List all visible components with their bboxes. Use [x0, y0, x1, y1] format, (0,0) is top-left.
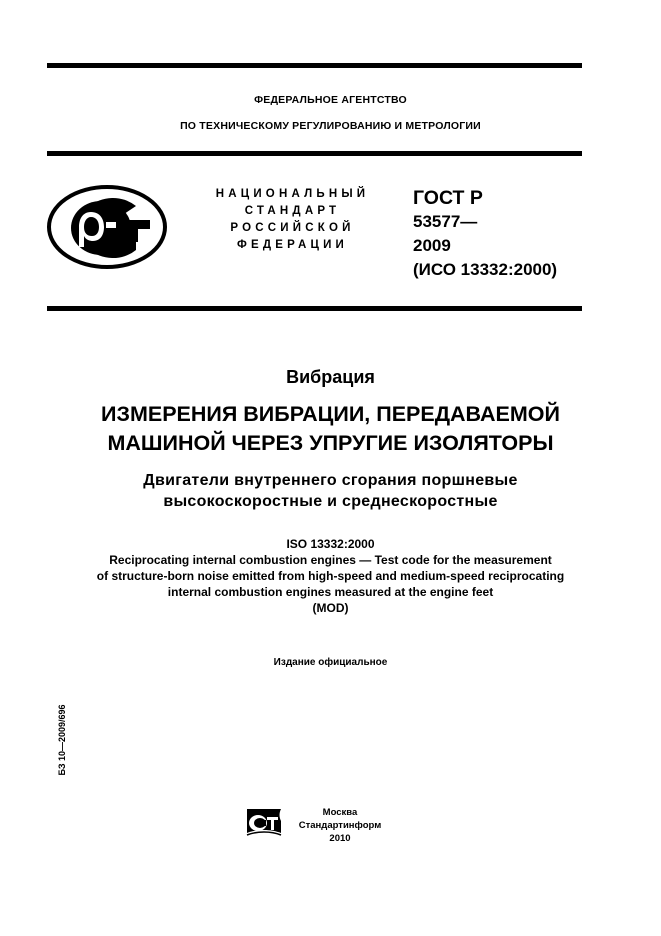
national-standard-line: НАЦИОНАЛЬНЫЙ [215, 188, 370, 200]
iso-equivalent: (ИСО 13332:2000) [413, 260, 558, 279]
publication-year: 2010 [329, 833, 351, 844]
iso-title-line: Reciprocating internal combustion engines — Test code for the measurement [109, 553, 552, 567]
main-title-line: ИЗМЕРЕНИЯ ВИБРАЦИИ, ПЕРЕДАВАЕМОЙ [101, 402, 560, 426]
iso-mod-label: (MOD) [312, 601, 349, 615]
publisher-name: Стандартинформ [298, 820, 382, 831]
agency-line-2: ПО ТЕХНИЧЕСКОМУ РЕГУЛИРОВАНИЮ И МЕТРОЛОГИИ [180, 120, 481, 132]
publisher-city: Москва [322, 807, 358, 818]
main-title [0, 400, 661, 458]
gost-number: 53577— [413, 212, 478, 231]
rst-certification-mark-icon [46, 184, 168, 270]
subtitle-line: Двигатели внутреннего сгорания поршневые [143, 472, 518, 489]
standard-block-bottom-rule [47, 306, 582, 311]
main-title-line: МАШИНОЙ ЧЕРЕЗ УПРУГИЕ ИЗОЛЯТОРЫ [107, 431, 554, 455]
iso-title-line: of structure-born noise emitted from high-speed and medium-speed reciprocating [96, 569, 565, 583]
agency-line-1: ФЕДЕРАЛЬНОЕ АГЕНТСТВО [254, 94, 407, 106]
top-rule [47, 63, 582, 68]
gost-year: 2009 [413, 236, 451, 255]
publisher-info [290, 806, 390, 845]
edition-label: Издание официальное [273, 657, 388, 668]
iso-reference [0, 536, 661, 616]
subtitle [0, 470, 661, 512]
side-catalog-code: БЗ 10—2009/696 [57, 704, 67, 776]
subtitle-line: высокоскоростные и среднескоростные [163, 493, 498, 510]
national-standard-line: РОССИЙСКОЙ [230, 222, 355, 234]
national-standard-label [200, 186, 385, 254]
iso-title-line: internal combustion engines measured at the engine feet [167, 585, 494, 599]
standartinform-logo-icon [245, 805, 285, 841]
iso-code: ISO 13332:2000 [286, 537, 375, 551]
category-title: Вибрация [286, 367, 375, 387]
gost-prefix: ГОСТ Р [413, 187, 483, 209]
national-standard-line: СТАНДАРТ [244, 205, 341, 217]
header-bottom-rule [47, 151, 582, 156]
national-standard-line: ФЕДЕРАЦИИ [236, 239, 349, 251]
gost-designation [413, 186, 557, 282]
